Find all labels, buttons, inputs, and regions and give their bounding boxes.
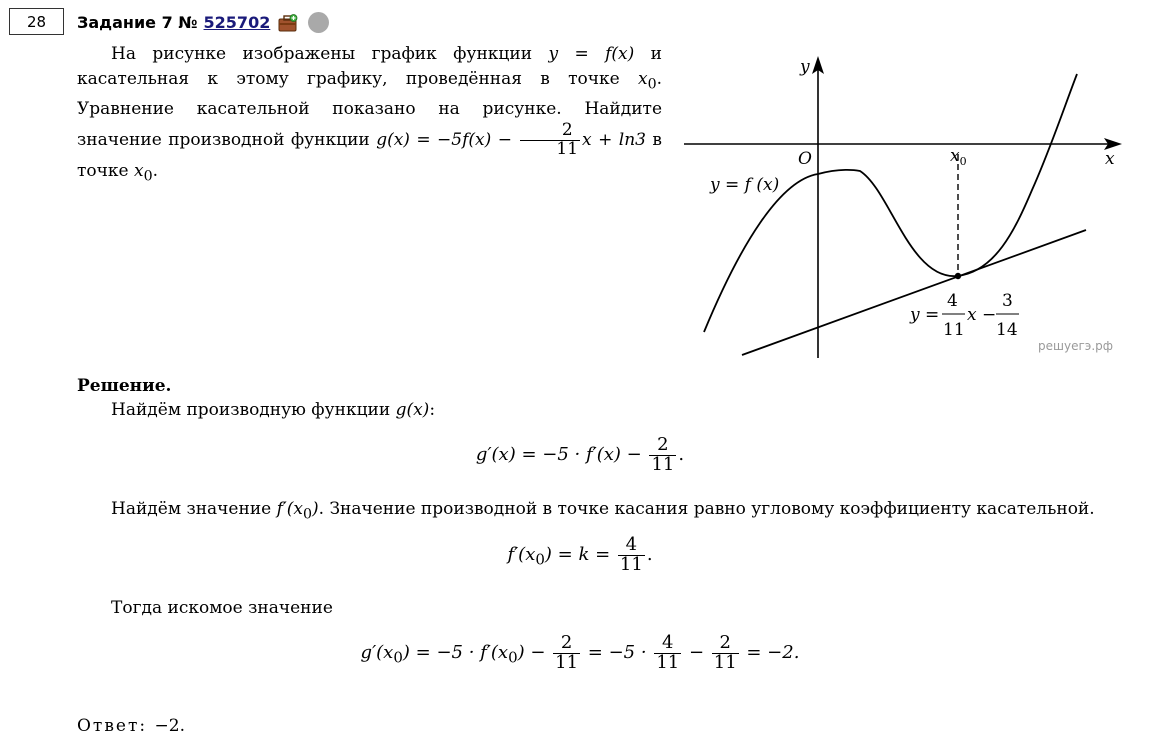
function-curve xyxy=(704,74,1077,332)
origin-label: O xyxy=(798,149,812,169)
tangent-den2: 14 xyxy=(996,320,1018,340)
x0-label: $x_0$ xyxy=(950,146,967,168)
answer xyxy=(77,716,185,736)
tangent-num1: 4 xyxy=(947,291,958,311)
equation-1: g′(x) = −5 · f′(x) − $\frac{2}{11}$ . xyxy=(475,434,685,475)
tangent-num2: 3 xyxy=(1002,291,1013,311)
status-circle-icon[interactable] xyxy=(308,12,329,33)
task-title: Задание 7 № xyxy=(77,13,198,32)
task-number: 28 xyxy=(26,12,47,31)
problem-text: На рисунке изображены график функции y = f(x) и касательная к этому графику, проведённая в точке $x_0$. Уравнение касательной показано на рисунке. Найдите значение производной функции g(x) = −5f(x) − $\frac{2}{11}$ x + ln3 в точке $x_0$. xyxy=(77,44,663,185)
function-graph xyxy=(680,50,1130,362)
equation-2: $f'(x_0) = k$ = $\frac{4}{11}$ . xyxy=(507,534,653,575)
solution-title: Решение. xyxy=(77,376,172,396)
task-number-box xyxy=(9,8,64,35)
solution-line-2: Найдём значение $f'(x_0)$. Значение производной в точке касания равно угловому коэффициенту касательной. xyxy=(111,499,1095,523)
tangent-eq-mid: x − xyxy=(967,305,997,325)
task-header xyxy=(77,12,329,33)
g-expression: g(x) = −5f(x) − $\frac{2}{11}$ x + ln3 xyxy=(376,120,646,160)
equation-3: $g'(x_0) = -5 \cdot f'(x_0)$ − $\frac{2}{11}$ = −5 · $\frac{4}{11}$ − $\frac{2}{11}$ = −2. xyxy=(360,632,800,673)
answer-value: −2. xyxy=(154,716,185,736)
solution-line-1: Найдём производную функции g(x): xyxy=(111,400,436,420)
solution-line-3: Тогда искомое значение xyxy=(111,598,333,618)
briefcase-icon[interactable] xyxy=(278,14,298,32)
tangent-den1: 11 xyxy=(943,320,965,340)
task-id-link[interactable]: 525702 xyxy=(203,13,271,32)
y-axis-label: y xyxy=(800,57,810,77)
tangent-eq-left: y = xyxy=(910,305,940,325)
x-axis-label: x xyxy=(1105,149,1115,169)
function-expression: y = f(x) xyxy=(548,44,635,64)
answer-label: Ответ: xyxy=(77,716,148,736)
watermark: решуегэ.рф xyxy=(1038,339,1114,353)
tangent-point xyxy=(955,273,961,279)
curve-label: y = f (x) xyxy=(710,175,780,195)
